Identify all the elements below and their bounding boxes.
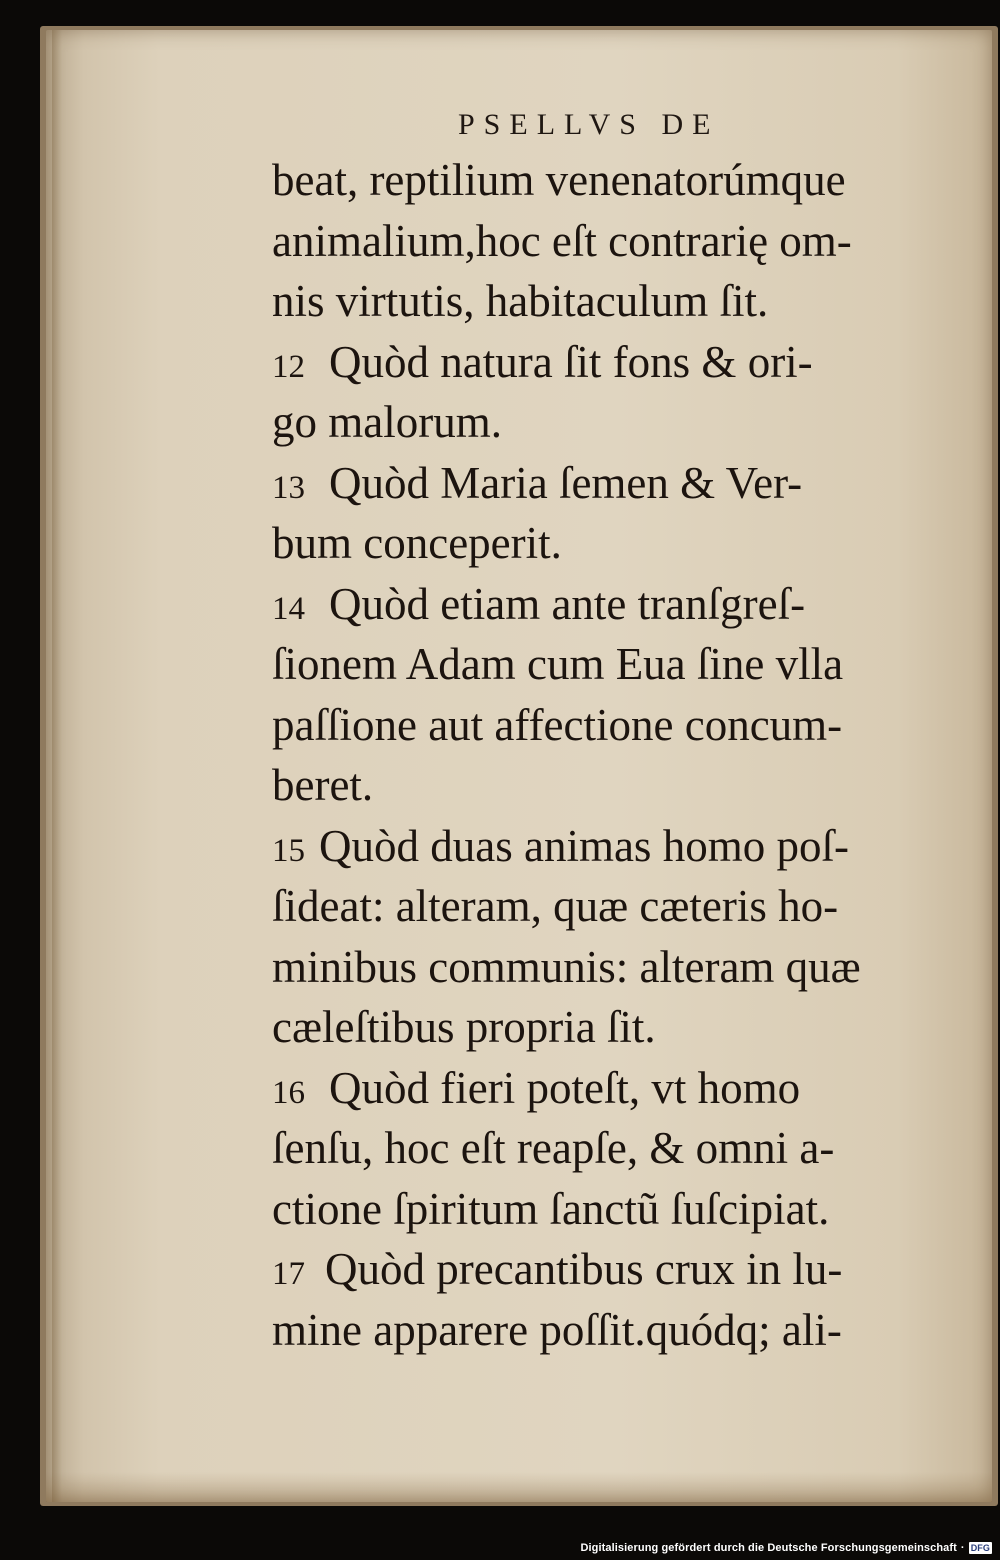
text-line	[272, 634, 962, 695]
text-line	[272, 150, 962, 211]
text-line	[272, 453, 962, 514]
text-line	[272, 876, 962, 937]
line-text: mine apparere poſſit.quódq; ali-	[272, 1304, 842, 1355]
text-line	[272, 392, 962, 453]
line-text: beat, reptilium venenatorúmque	[272, 155, 846, 205]
line-text: go malorum.	[272, 397, 502, 447]
item-number: 12	[272, 348, 305, 385]
digitization-credit	[580, 1542, 992, 1554]
item-number: 13	[272, 469, 305, 506]
line-text: cæleſtibus propria ſit.	[272, 1002, 656, 1052]
credit-text: Digitalisierung gefördert durch die Deutsche Forschungsgemeinschaft	[580, 1542, 957, 1554]
page-body-text	[272, 150, 962, 1360]
item-number: 17	[272, 1256, 305, 1292]
line-text: nis virtutis, habitaculum ſit.	[272, 276, 769, 326]
separator: ·	[960, 1542, 965, 1554]
line-text: Quòd etiam ante tranſgreſ-	[329, 578, 806, 629]
text-line	[272, 574, 962, 635]
text-line	[272, 1118, 962, 1179]
text-line	[272, 755, 962, 816]
text-line	[272, 332, 962, 393]
text-line	[272, 997, 962, 1058]
text-line	[272, 816, 962, 877]
line-text: Quòd fieri poteſt, vt homo	[329, 1062, 801, 1113]
dfg-logo-icon: DFG	[970, 1543, 990, 1553]
text-line	[272, 1179, 962, 1240]
line-text: Quòd natura ſit fons & ori-	[329, 336, 813, 387]
text-line	[272, 937, 962, 998]
line-text: ctione ſpiritum ſanctũ ſuſcipiat.	[272, 1183, 830, 1234]
text-line	[272, 695, 962, 756]
running-head: PSELLVS DE	[458, 108, 720, 141]
line-text: Quòd Maria ſemen & Ver-	[329, 457, 803, 508]
line-text: bum conceperit.	[272, 518, 562, 568]
item-number: 15	[272, 832, 305, 869]
text-line	[272, 1058, 962, 1119]
line-text: Quòd precantibus crux in lu-	[325, 1244, 843, 1294]
line-text: paſſione aut affectione concum-	[272, 699, 843, 750]
text-line	[272, 211, 962, 272]
text-line	[272, 1300, 962, 1361]
line-text: animalium,hoc eſt contrarię om-	[272, 215, 852, 266]
line-text: ſideat: alteram, quæ cæteris ho-	[272, 881, 839, 931]
item-number: 14	[272, 590, 305, 627]
text-line	[272, 1239, 962, 1300]
text-line	[272, 513, 962, 574]
line-text: Quòd duas animas homo poſ-	[319, 820, 849, 871]
line-text: ſenſu, hoc eſt reapſe, & omni a-	[272, 1123, 835, 1173]
line-text: ſionem Adam cum Eua ſine vlla	[272, 639, 844, 689]
text-line	[272, 271, 962, 332]
line-text: beret.	[272, 760, 374, 810]
line-text: minibus communis: alteram quæ	[272, 941, 861, 992]
item-number: 16	[272, 1074, 305, 1111]
